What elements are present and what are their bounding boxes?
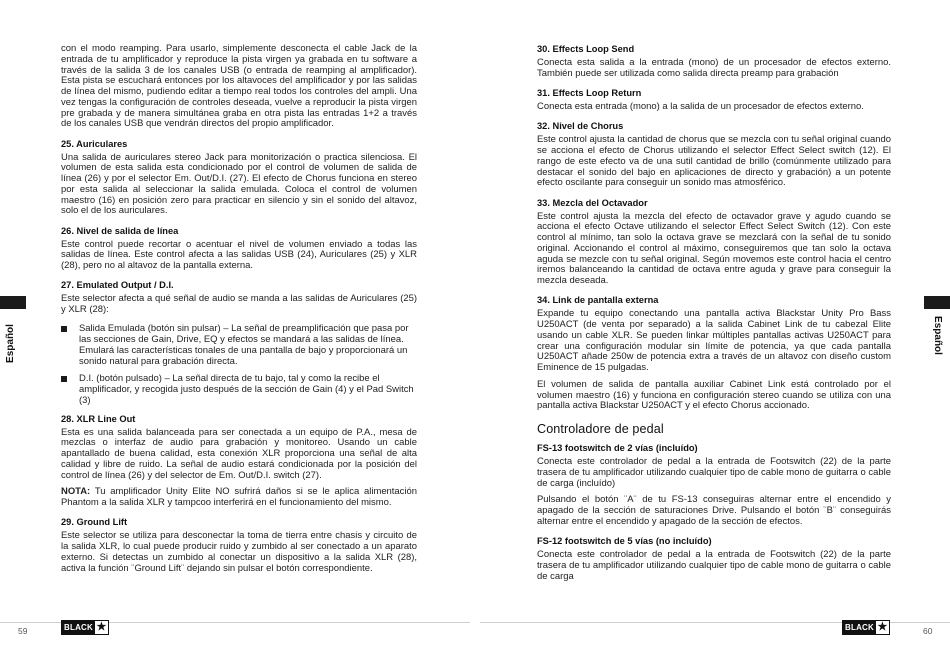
section-25-title: 25. Auriculares	[61, 138, 128, 149]
section-33-title: 33. Mezcla del Octavador	[537, 197, 648, 208]
section-28-note	[61, 487, 417, 509]
side-label-left: Español	[4, 324, 16, 363]
section-34-text-1: Expande tu equipo conectando una pantalla activa Blackstar Unity Pro Bass U250ACT (de venta por separado) a la salida Cabinet Link de tu cabezal Elite usando un cable XLR. Se pueden linkar múltiples pantallas activas U250ACT para crear una configuración modular sin límite de potencia, ya que cada pantalla U250ACT añade 250w de potencia extra a través de un altavoz con diseño custom Eminence de 15 pulgadas.	[537, 308, 891, 373]
section-32-text: Este control ajusta la cantidad de chorus que se mezcla con tu señal original cuando se acciona el efecto de Chorus utilizando el selector Effect Select switch (12). El rango de este efecto va de una sutil cantidad de brillo (comúnmente utilizado para destacar el sonido del bajo en aplicaciones de directo y grabación) a un potente efecto oscilante para conseguir un sonido mas atmosférico.	[537, 134, 891, 189]
intro-paragraph: con el modo reamping. Para usarlo, simplemente desconecta el cable Jack de la entrada de tu amplificador y reproduce la pista virgen ya grabada en tu software a través de la salida 3 de los canales USB (o entrada de reamping al amplificador). Esta pista se escuchará entonces por los altavoces del amplificador y por las salidas de línea del mismo, pudiendo editar a tiempo real todos los controles del ampli. Una vez tengas la configuración de controles deseada, vuelve a reproducir la pista virgen pre grabada y de manera simultánea graba en otra pista las entradas 1+2 a través de los canales USB que vendrán directos del propio amplificador.	[61, 43, 417, 130]
page-number-left: 59	[18, 626, 28, 636]
section-28-title: 28. XLR Line Out	[61, 413, 136, 424]
section-30-text: Conecta esta salida a la entrada (mono) de un procesador de efectos externo. También puede ser utilizada como salida directa preamp para grabación	[537, 57, 891, 79]
fs13-text-2: Pulsando el botón ¨A¨ de tu FS-13 conseguiras alternar entre el encendido y apagado de la sección de saturaciones Drive. Pulsando el botón ¨B¨ conseguirás alternar entre el encendido y apagado de la sección de efectos.	[537, 494, 891, 527]
section-32-title: 32. Nivel de Chorus	[537, 121, 624, 132]
section-29-title: 29. Ground Lift	[61, 517, 128, 528]
bullet-text: Salida Emulada (botón sin pulsar) – La señal de preamplificación que pasa por las secciones de Gain, Drive, EQ y efectos se mandará a las salidas de línea. Emulará las características tonales de una pantalla de bajo y proporcionará un sonido natural para grabación directa.	[79, 323, 409, 367]
section-34-title: 34. Link de pantalla externa	[537, 295, 659, 306]
bullet-square-icon	[61, 326, 67, 332]
list-item	[61, 374, 417, 406]
section-26-title: 26. Nivel de salida de línea	[61, 225, 179, 236]
section-29-text: Este selector se utiliza para desconectar la toma de tierra entre chasis y circuito de la salida XLR, lo cual puede producir ruido y zumbido al ser conectado a un aparato externo. Si detectas un zumbido al conectar un dispositivo a la salida XLR (28), activa la función ¨Ground Lift¨ dejando sin pulsar el botón correspondiente.	[61, 530, 417, 574]
section-28-text: Esta es una salida balanceada para ser conectada a un equipo de P.A., mesa de mezclas o interfaz de audio para grabación y monitoreo. Usando un cable apantallado de buena calidad, esta conexión XLR proporciona una señal de alta calidad y libre de ruido. La señal de audio estará condicionada por la posición del control de línea (26) y del selector de Em. Out/D.I. switch (27).	[61, 426, 417, 481]
star-icon: ★	[96, 621, 107, 633]
list-item	[61, 324, 417, 367]
section-31-text: Conecta esta entrada (mono) a la salida de un procesador de efectos externo.	[537, 101, 864, 112]
blackstar-logo-left	[61, 620, 109, 635]
right-column	[537, 44, 891, 582]
fs13-text-1: Conecta este controlador de pedal a la entrada de Footswitch (22) de la parte trasera de tu amplificador utilizando cualquier tipo de cable mono de guitarra o cable de carga (incluído)	[537, 456, 891, 489]
fs12-text: Conecta este controlador de pedal a la entrada de Footswitch (22) de la parte trasera de tu amplificador utilizando cualquier tipo de cable mono de guitarra o cable de carga	[537, 549, 891, 582]
section-31-title: 31. Effects Loop Return	[537, 88, 642, 98]
note-text: Tu amplificador Unity Elite NO sufrirá daños si se le aplica alimentación Phantom a la salida XLR y tampcoo interferirá en el funcionamiento del mismo.	[61, 486, 417, 508]
section-27-title: 27. Emulated Output / D.I.	[61, 280, 174, 291]
side-tab-right	[924, 296, 950, 309]
section-25-text: Una salida de auriculares stereo Jack para monitorización o practica silenciosa. El volumen de esta salida esta condicionado por el control de volumen de salida de línea (26) y por el selector Em. Out/D.I. (27). El efecto de Chorus funciona en stereo por esta salida al seleccionar la salida emulada. Coloca el control de volumen maestro (16) en posición zero para practicar en silencio y sin el sonido del altavoz, solo el de los auriculares.	[61, 151, 417, 217]
side-tab-left	[0, 296, 26, 309]
section-33-text: Este control ajusta la mezcla del efecto de octavador grave y agudo cuando se acciona el efecto Octave utilizando el selector Effect Select Switch (12). Con este control al mínimo, tan solo la octava grave se mezclará con la señal de tu sonido original. Accionando el control al máximo, conseguiremos que tan solo la octava aguda se mezcle con tu señal original. Según movemos este control hacia el centro iremos balanceando la cantidad de octava entre aguda y grave para conseguir la mezcla deseada.	[537, 210, 891, 286]
section-30-title: 30. Effects Loop Send	[537, 44, 635, 54]
pedal-controllers-heading: Controladore de pedal	[537, 422, 664, 436]
fs13-title: FS-13 footswitch de 2 vías (incluído)	[537, 443, 698, 453]
logo-text: BLACK	[64, 623, 93, 632]
fs12-title: FS-12 footswitch de 5 vías (no incluído)	[537, 536, 712, 546]
left-column	[61, 44, 417, 574]
note-label: NOTA:	[61, 486, 91, 498]
page-number-right: 60	[923, 626, 933, 636]
bullet-square-icon	[61, 376, 67, 382]
section-27-bullets	[61, 324, 417, 406]
section-34-text-2: El volumen de salida de pantalla auxiliar Cabinet Link está controlado por el volumen maestro (16) y funciona en configuración stereo cuando se utiliza con una pantalla activa Blackstar U250ACT y el efecto Chorus accionado.	[537, 378, 891, 412]
blackstar-logo-right	[842, 620, 890, 635]
side-label-right: Español	[931, 316, 943, 355]
logo-text: BLACK	[845, 623, 874, 632]
star-icon: ★	[877, 621, 888, 633]
section-27-text: Este selector afecta a qué señal de audio se manda a las salidas de Auriculares (25) y XLR (28):	[61, 293, 417, 315]
bullet-text: D.I. (botón pulsado) – La señal directa de tu bajo, tal y como la recibe el amplificador, y recogida justo después de la sección de Gain (4) y el Pad Switch (3)	[79, 373, 414, 406]
section-26-text: Este control puede recortar o acentuar el nivel de volumen enviado a todas las salidas de línea. Este control afecta a las salidas USB (24), Auriculares (25) y XLR (28), pero no al altavoz de la pantalla externa.	[61, 238, 417, 271]
